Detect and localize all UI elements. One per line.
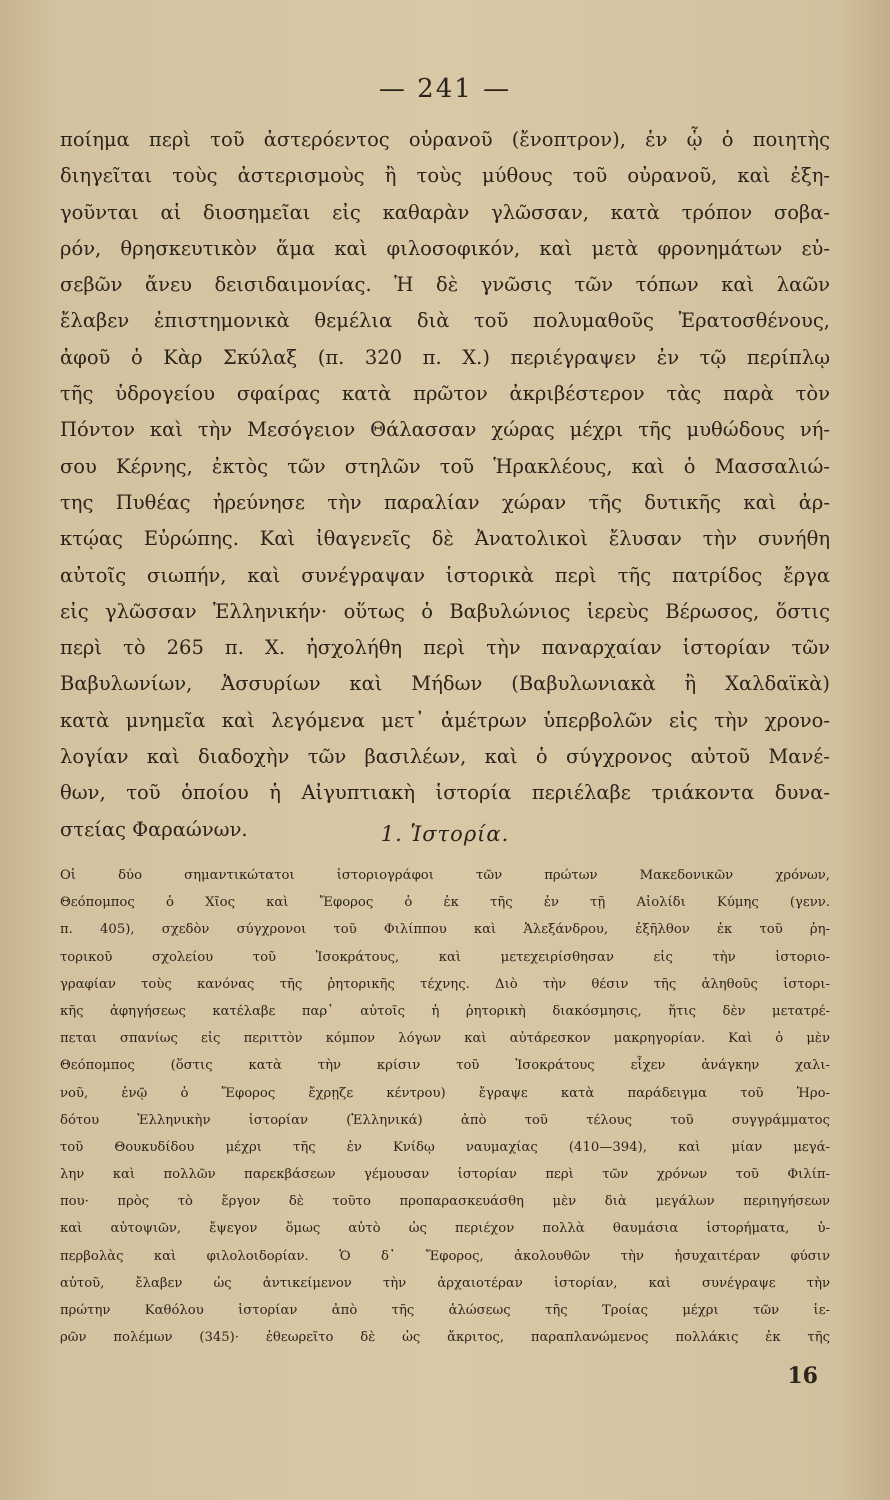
- small-text-line: τοῦ Θουκυδίδου μέχρι τῆς ἐν Κνίδῳ ναυμαχίας (410—394), καὶ μίαν μεγά-: [60, 1139, 830, 1155]
- small-text-line: τορικοῦ σχολείου τοῦ Ἰσοκράτους, καὶ μετεχειρίσθησαν εἰς τὴν ἱστοριο-: [60, 949, 830, 965]
- page-number: — 241 —: [378, 74, 512, 104]
- text-line: κτῴας Εὐρώπης. Καὶ ἰθαγενεῖς δὲ Ἀνατολικοὶ ἔλυσαν τὴν συνήθη: [60, 527, 830, 551]
- small-text-line: καὶ αὐτοψιῶν, ἔψεγον ὅμως αὐτὸ ὡς περιέχον πολλὰ θαυμάσια ἱστορήματα, ὑ-: [60, 1221, 830, 1237]
- small-text-line: πρώτην Καθόλου ἱστορίαν ἀπὸ τῆς ἁλώσεως τῆς Τροίας μέχρι τῶν ἱε-: [60, 1303, 830, 1318]
- text-line: λογίαν καὶ διαδοχὴν τῶν βασιλέων, καὶ ὁ σύγχρονος αὐτοῦ Μανέ-: [60, 745, 830, 769]
- text-line: σου Κέρνης, ἐκτὸς τῶν στηλῶν τοῦ Ἡρακλέους, καὶ ὁ Μασσαλιώ-: [60, 454, 830, 478]
- small-text-line: που· πρὸς τὸ ἔργον δὲ τοῦτο προπαρασκευάσθη μὲν διὰ μεγάλων περιηγήσεων: [60, 1194, 830, 1210]
- small-text-line: νοῦ, ἐνῷ ὁ Ἔφορος ἔχρῃζε κέντρου) ἔγραψε κατὰ παράδειγμα τοῦ Ἡρο-: [60, 1085, 830, 1101]
- main-text: [60, 122, 830, 848]
- signature-mark: 16: [787, 1363, 818, 1389]
- text-line: ἀφοῦ ὁ Κὰρ Σκύλαξ (π. 320 π. Χ.) περιέγραψεν ἐν τῷ περίπλῳ: [60, 345, 830, 369]
- text-line: ρόν, θρησκευτικὸν ἅμα καὶ φιλοσοφικόν, καὶ μετὰ φρονημάτων εὐ-: [60, 236, 830, 260]
- small-text-line: γραφίαν τοὺς κανόνας τῆς ῥητορικῆς τέχνης. Διὸ τὴν θέσιν τῆς ἀληθοῦς ἱστορι-: [60, 976, 830, 992]
- small-text-line: κῆς ἀφηγήσεως κατέλαβε παρ᾽ αὐτοῖς ἡ ῥητορικὴ διακόσμησις, ἥτις δὲν μετατρέ-: [60, 1003, 830, 1019]
- text-line: διηγεῖται τοὺς ἀστερισμοὺς ἢ τοὺς μύθους τοῦ οὐρανοῦ, καὶ ἐξη-: [60, 164, 830, 188]
- small-text-line: ρῶν πολέμων (345)· ἐθεωρεῖτο δὲ ὡς ἄκριτος, παραπλανώμενος πολλάκις ἐκ τῆς: [60, 1330, 830, 1346]
- small-text-line: αὐτοῦ, ἔλαβεν ὡς ἀντικείμενον τὴν ἀρχαιοτέραν ἱστορίαν, καὶ συνέγραψε τὴν: [60, 1275, 830, 1291]
- small-text-line: Θεόπομπος ὁ Χῖος καὶ Ἔφορος ὁ ἐκ τῆς ἐν τῇ Αἰολίδι Κύμης (γενν.: [60, 895, 830, 911]
- text-line: κατὰ μνημεῖα καὶ λεγόμενα μετ᾽ ἀμέτρων ὑπερβολῶν εἰς τὴν χρονο-: [60, 708, 830, 732]
- small-text-line: περβολὰς καὶ φιλολοιδορίαν. Ὁ δ᾽ Ἔφορος, ἀκολουθῶν τὴν ἡσυχαιτέραν φύσιν: [60, 1248, 830, 1264]
- text-line: τῆς ὑδρογείου σφαίρας κατὰ πρῶτον ἀκριβέστερον τὰς παρὰ τὸν: [60, 382, 830, 406]
- text-line: εἰς γλῶσσαν Ἑλληνικήν· οὕτως ὁ Βαβυλώνιος ἱερεὺς Βέρωσος, ὅστις: [60, 599, 830, 623]
- text-line: αὐτοῖς σιωπήν, καὶ συνέγραψαν ἱστορικὰ περὶ τῆς πατρίδος ἔργα: [60, 563, 830, 587]
- text-line: της Πυθέας ἠρεύνησε τὴν παραλίαν χώραν τῆς δυτικῆς καὶ ἀρ-: [60, 490, 830, 514]
- text-line: θων, τοῦ ὁποίου ἡ Αἰγυπτιακὴ ἱστορία περιέλαβε τριάκοντα δυνα-: [60, 781, 830, 805]
- small-text-line: Οἱ δύο σημαντικώτατοι ἱστοριογράφοι τῶν πρώτων Μακεδονικῶν χρόνων,: [60, 868, 830, 883]
- text-line: περὶ τὸ 265 π. Χ. ἠσχολήθη περὶ τὴν παναρχαίαν ἱστορίαν τῶν: [60, 636, 830, 660]
- text-line: ἔλαβεν ἐπιστημονικὰ θεμέλια διὰ τοῦ πολυμαθοῦς Ἐρατοσθένους,: [60, 309, 830, 333]
- text-line: γοῦνται αἱ διοσημεῖαι εἰς καθαρὰν γλῶσσαν, κατὰ τρόπον σοβα-: [60, 200, 830, 224]
- section-heading: 1. Ἱστορία.: [380, 822, 510, 846]
- text-line: ποίημα περὶ τοῦ ἀστερόεντος οὐρανοῦ (ἔνοπτρον), ἐν ᾧ ὁ ποιητὴς: [60, 128, 830, 151]
- text-line: σεβῶν ἄνευ δεισιδαιμονίας. Ἡ δὲ γνῶσις τῶν τόπων καὶ λαῶν: [60, 273, 830, 297]
- small-text-line: π. 405), σχεδὸν σύγχρονοι τοῦ Φιλίππου καὶ Ἀλεξάνδρου, ἐξῆλθον ἐκ τοῦ ῥη-: [60, 922, 830, 938]
- text-line: Βαβυλωνίων, Ἀσσυρίων καὶ Μήδων (Βαβυλωνιακὰ ἢ Χαλδαϊκὰ): [60, 672, 830, 696]
- text-line: Πόντον καὶ τὴν Μεσόγειον Θάλασσαν χώρας μέχρι τῆς μυθώδους νή-: [60, 418, 830, 442]
- small-text-line: λην καὶ πολλῶν παρεκβάσεων γέμουσαν ἱστορίαν περὶ τῶν χρόνων τοῦ Φιλίπ-: [60, 1167, 830, 1183]
- small-text-line: πεται σπανίως εἰς περιττὸν κόμπον λόγων καὶ αὐτάρεσκον μακρηγορίαν. Καὶ ὁ μὲν: [60, 1031, 830, 1047]
- text-line: στείας Φαραώνων.: [60, 817, 248, 841]
- small-text-line: Θεόπομπος (ὅστις κατὰ τὴν κρίσιν τοῦ Ἰσοκράτους εἶχεν ἀνάγκην χαλι-: [60, 1058, 830, 1074]
- small-text-line: δότου Ἑλληνικὴν ἱστορίαν (Ἑλληνικά) ἀπὸ τοῦ τέλους τοῦ συγγράμματος: [60, 1112, 830, 1128]
- small-print-text: [60, 862, 830, 1351]
